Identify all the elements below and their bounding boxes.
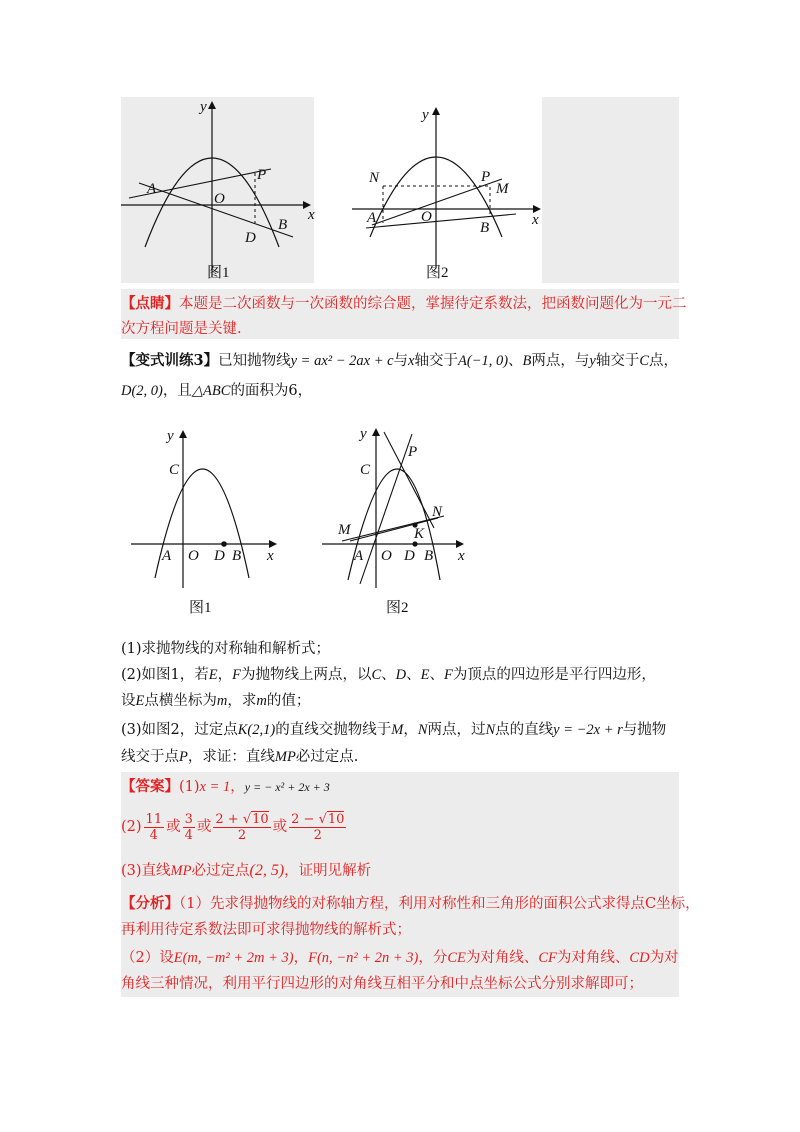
answer-text: (3)直线 [121,863,171,879]
frac-num: 2 + √10 [215,811,269,827]
q-text: ，求证：直线 [187,749,275,765]
frac-den: 2 [237,827,247,843]
fig1-label-P: P [257,167,267,183]
note-line-1 [121,293,687,315]
mid-fig2-label-B: B [424,548,434,564]
q-text: (2)如图1，若 [121,667,209,683]
analysis-point-F: F(n, −n² + 2n + 3) [308,950,419,966]
q-text: 的直线交抛物线于 [275,722,392,738]
exercise-text: 与 [393,353,409,369]
q-text: 、 [429,667,444,683]
exercise-line-1 [121,350,678,372]
analysis-text: ，分 [418,950,448,966]
question-2-line-1 [121,664,656,686]
mid-fig2-caption: 图2 [386,600,409,616]
frac-num: 3 [184,811,193,827]
frac-den: 2 [313,827,322,843]
fraction [289,812,346,843]
answer-axis: x = 1 [199,779,231,795]
mid-fig1-label-D: D [214,548,225,564]
q-text: ，求 [227,693,257,709]
fig1-label-B: B [278,217,288,233]
q-var: K(2,1) [237,722,276,738]
fig1-label-O: O [214,191,225,207]
answer-label: (1) [179,779,200,795]
answer-line-1 [121,776,330,798]
mid-fig1-label-x: x [267,548,274,564]
fig2-label-P: P [481,169,491,185]
question-3-line-2 [121,746,358,768]
answer-text: 必过定点 [191,863,250,879]
q-var: E [135,693,145,709]
top-figure-2-panel-left [344,97,352,283]
q-var: P [179,749,188,765]
question-3-line-1 [121,719,666,741]
mid-fig2-label-K: K [414,526,425,542]
analysis-line-2: 再利用待定系数法即可求得抛物线的解析式； [121,922,411,938]
answer-label: (2) [121,819,142,835]
q-text: 两点，过 [427,722,486,738]
q-text: 、 [381,667,396,683]
analysis-var: CD [629,950,650,966]
exercise-parabola-eq: y = ax² − 2ax + c [290,353,394,369]
mid-fig2-label-A: A [354,548,364,564]
exercise-text: 点， [649,353,679,369]
exercise-var-y: y [589,353,596,369]
answer-text: 或 [166,819,181,835]
q-text: ， [403,722,418,738]
fig2-label-N: N [369,170,380,186]
analysis-text: （1）先求得抛物线的对称轴方程，利用对称性和三角形的面积公式求得点C坐标， [179,896,700,912]
q-var: MP [274,749,296,765]
exercise-tag: 【变式训练3】 [121,352,219,369]
fig1-label-A: A [147,181,157,197]
note-line-2: 次方程问题是关键. [121,321,242,337]
mid-fig2-label-y: y [360,426,367,442]
q-text: (3)如图2，过定点 [121,722,238,738]
exercise-text: 已知抛物线 [218,353,291,369]
note-tag: 【点睛】 [121,295,179,312]
exercise-var-x: x [408,353,415,369]
mid-fig2-label-P: P [408,444,418,460]
exercise-point-A: A(−1, 0) [457,353,509,369]
mid-fig2-label-D: D [404,548,415,564]
question-2-line-2 [121,690,310,712]
analysis-point-E: E(m, −m² + 2m + 3) [173,950,294,966]
q-equation: y = −2x + r [553,722,623,738]
answer-var: MP [170,863,192,879]
answer-text: 或 [272,819,288,835]
exercise-triangle: △ABC [191,383,231,399]
frac-num-pre: 2 + [215,811,243,827]
analysis-tag: 【分析】 [121,895,179,912]
mid-fig2-label-O: O [381,548,392,564]
mid-fig1-caption: 图1 [189,600,212,616]
q-text: 的值； [266,693,311,709]
exercise-point-D: D(2, 0) [121,383,163,399]
q-text: 与抛物 [622,722,667,738]
fig1-label-y: y [200,99,207,115]
mid-fig1-label-O: O [188,548,199,564]
analysis-line-4: 角线三种情况，利用平行四边形的对角线互相平分和中点坐标公式分别求解即可； [121,976,643,992]
mid-fig1-label-C: C [169,462,180,478]
mid-fig2-label-C: C [360,462,371,478]
exercise-text: 轴交于 [414,353,458,369]
frac-num-pre: 2 − [291,811,319,827]
q-var: F [444,667,453,683]
frac-num: 11 [145,811,163,827]
exercise-point-C: C [639,353,650,369]
q-text: 必过定点. [295,749,359,765]
fig1-label-x: x [308,207,315,223]
fraction [144,812,165,843]
exercise-point-B: B [522,353,532,369]
mid-fig1-label-A: A [162,548,172,564]
fraction [213,812,270,843]
fig2-label-O: O [421,209,432,225]
analysis-text: 为对角线、 [556,950,630,966]
mid-fig2-label-x: x [458,548,465,564]
analysis-text: ， [293,950,309,966]
q-var: m [216,693,228,709]
frac-num: 2 − √10 [291,811,345,827]
q-var: N [485,722,496,738]
analysis-var: CF [538,950,557,966]
analysis-line-1 [121,893,700,915]
exercise-text: 轴交于 [595,353,640,369]
answer-line-3 [121,860,371,882]
analysis-line-3 [121,947,679,969]
answer-text: ，证明见解析 [284,863,372,879]
q-var: N [417,722,428,738]
question-1: (1)求抛物线的对称轴和解析式； [121,641,331,657]
mid-fig1-label-B: B [232,548,242,564]
exercise-text: 两点，与 [531,353,590,369]
sqrt-radicand: 10 [252,811,269,827]
answer-text: 或 [196,819,212,835]
answer-text: ， [230,779,245,795]
q-text: 点的直线 [495,722,554,738]
mid-fig2-label-N: N [432,504,443,520]
q-text: ， [217,667,233,683]
analysis-text: 为对角线、 [465,950,539,966]
q-text: 为抛物线上两点，以 [240,667,372,683]
answer-point: (2, 5) [249,862,285,879]
fig2-label-B: B [480,220,490,236]
mid-figure-2 [320,420,480,620]
q-var: D [395,667,407,683]
q-var: C [371,667,382,683]
fig1-caption: 图1 [207,265,230,281]
fraction [183,812,195,843]
exercise-text: ，且 [162,383,192,399]
fig2-caption: 图2 [426,265,449,281]
analysis-text: （2）设 [121,950,174,966]
exercise-text: 、 [508,353,523,369]
answer-line-2 [121,808,348,846]
fig1-label-D: D [245,230,256,246]
fig2-label-M: M [496,181,509,197]
fig2-label-y: y [422,107,429,123]
frac-den: 4 [184,827,193,843]
note-text-1: 本题是二次函数与一次函数的综合题，掌握待定系数法，把函数问题化为一元二 [179,296,687,312]
fig2-label-A: A [367,210,377,226]
q-text: 为顶点的四边形是平行四边形， [452,667,656,683]
exercise-line-2 [121,380,312,402]
frac-den: 4 [149,827,158,843]
q-text: 设 [121,693,136,709]
mid-fig2-label-M: M [338,522,351,538]
exercise-text: 的面积为6， [230,383,313,399]
top-figure-2 [352,97,679,283]
q-text: 线交于点 [121,749,179,765]
mid-figure-1 [125,420,285,620]
fig2-label-x: x [532,212,539,228]
q-text: 、 [406,667,421,683]
analysis-var: CE [447,950,466,966]
q-var: E [420,667,430,683]
mid-fig1-label-y: y [167,428,174,444]
q-var: F [232,667,241,683]
sqrt-radicand: 10 [327,811,345,827]
top-figure-1 [121,97,314,283]
q-var: M [391,722,404,738]
q-var: E [208,667,218,683]
answer-parabola: y = − x² + 2x + 3 [244,780,330,794]
analysis-text: 为对 [649,950,679,966]
q-var: m [256,693,267,709]
answer-tag: 【答案】 [121,778,179,795]
q-text: 点横坐标为 [144,693,217,709]
